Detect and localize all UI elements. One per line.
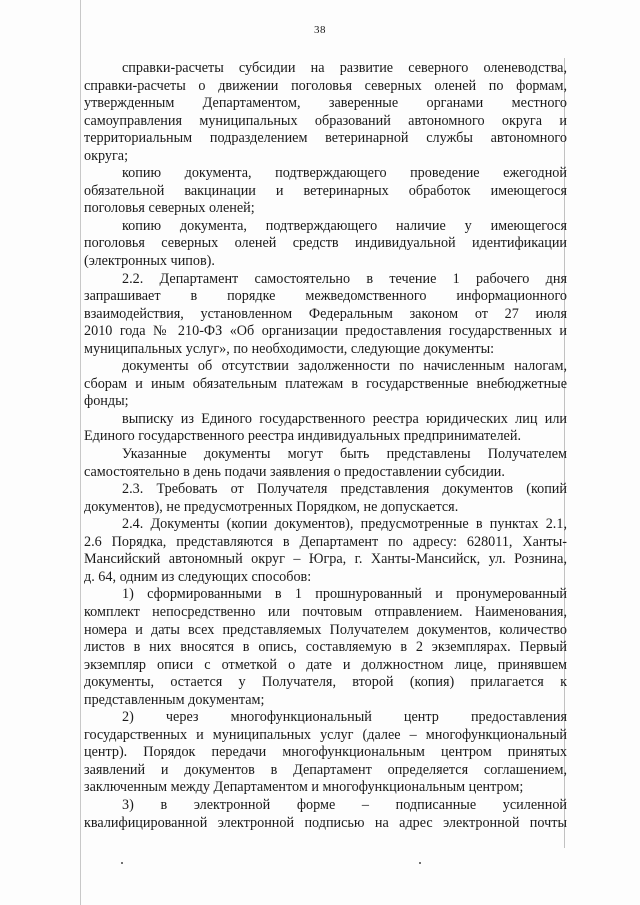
text-line: листов в них вносятся в опись, составляемую в 2 экземплярах. Первый — [84, 639, 567, 656]
text-line: 2010 года № 210-ФЗ «Об организации предоставления государственных и — [84, 323, 567, 340]
text-line: квалифицированной электронной подписью на адрес электронной почты — [84, 814, 567, 831]
text-line: самостоятельно в день подачи заявления о предоставлении субсидии. — [84, 463, 505, 480]
text-line: Единого государственного реестра индивидуальных предпринимателей. — [84, 428, 521, 445]
text-line: 2.6 Порядка, представляются в Департамент по адресу: 628011, Ханты- — [84, 533, 567, 550]
text-line: заявлений и документов в Департамент определяется соглашением, — [84, 761, 567, 778]
text-line: д. 64, одним из следующих способов: — [84, 568, 312, 585]
text-line: округа; — [84, 147, 129, 164]
text-line: 2) через многофункциональный центр предоставления — [122, 709, 567, 726]
text-line: документы, остается у Получателя, второй (копия) прилагается к — [84, 674, 567, 691]
text-line: самоуправления муниципальных образований автономного округа и — [84, 112, 567, 129]
page-left-edge — [80, 0, 81, 905]
text-line: обязательной вакцинации и ветеринарных обработок имеющегося — [84, 182, 567, 199]
scan-speck — [121, 862, 123, 864]
text-line: номера и даты всех представляемых Получателем документов, количество — [84, 621, 567, 638]
text-line: выписку из Единого государственного реестра юридических лиц или — [122, 410, 567, 427]
text-line: представленным документам; — [84, 691, 265, 708]
text-line: фонды; — [84, 393, 129, 410]
text-line: справки-расчеты о движении поголовья северных оленей по формам, — [84, 77, 567, 94]
text-line: 2.2. Департамент самостоятельно в течение 1 рабочего дня — [122, 270, 567, 287]
scan-speck — [419, 862, 421, 864]
text-line: утвержденным Департаментом, заверенные органами местного — [84, 95, 567, 112]
text-line: заключенным между Департаментом и многофункциональным центром; — [84, 779, 524, 796]
text-line: Указанные документы могут быть представлены Получателем — [122, 446, 567, 463]
text-line: копию документа, подтверждающего наличие у имеющегося — [122, 217, 567, 234]
text-line: поголовья северных оленей; — [84, 200, 255, 217]
text-line: взаимодействия, установленном Федеральным законом от 27 июля — [84, 305, 567, 322]
text-line: 3) в электронной форме – подписанные усиленной — [122, 796, 567, 813]
text-line: поголовья северных оленей средств индивидуальной идентификации — [84, 235, 567, 252]
text-line: копию документа, подтверждающего проведение ежегодной — [122, 165, 567, 182]
text-line: запрашивает в порядке межведомственного информационного — [84, 288, 567, 305]
text-line: 1) сформированными в 1 прошнурованный и пронумерованный — [122, 586, 567, 603]
page-number: 38 — [314, 24, 326, 36]
text-line: центр). Порядок передачи многофункциональным центром принятых — [84, 744, 567, 761]
text-line: муниципальных услуг», по необходимости, следующие документы: — [84, 340, 495, 357]
text-line: 2.3. Требовать от Получателя представления документов (копий — [122, 481, 567, 498]
text-line: экземпляр описи с отметкой о дате и должностном лице, принявшем — [84, 656, 567, 673]
text-line: 2.4. Документы (копии документов), предусмотренные в пунктах 2.1, — [122, 516, 567, 533]
text-line: документов), не предусмотренных Порядком, не допускается. — [84, 498, 459, 515]
text-line: Мансийский автономный округ – Югра, г. Ханты-Мансийск, ул. Рознина, — [84, 551, 567, 568]
document-body — [84, 60, 567, 832]
text-line: справки-расчеты субсидии на развитие северного оленеводства, — [122, 60, 567, 76]
text-line: (электронных чипов). — [84, 253, 215, 270]
text-line: сборам и иным обязательным платежам в государственные внебюджетные — [84, 375, 567, 392]
text-line: документы об отсутствии задолженности по начисленным налогам, — [122, 358, 567, 375]
text-line: территориальным подразделением ветеринарной службы автономного — [84, 130, 567, 147]
text-line: государственных и муниципальных услуг (далее – многофункциональный — [84, 726, 567, 743]
text-line: комплект непосредственно или почтовым отправлением. Наименования, — [84, 603, 567, 620]
